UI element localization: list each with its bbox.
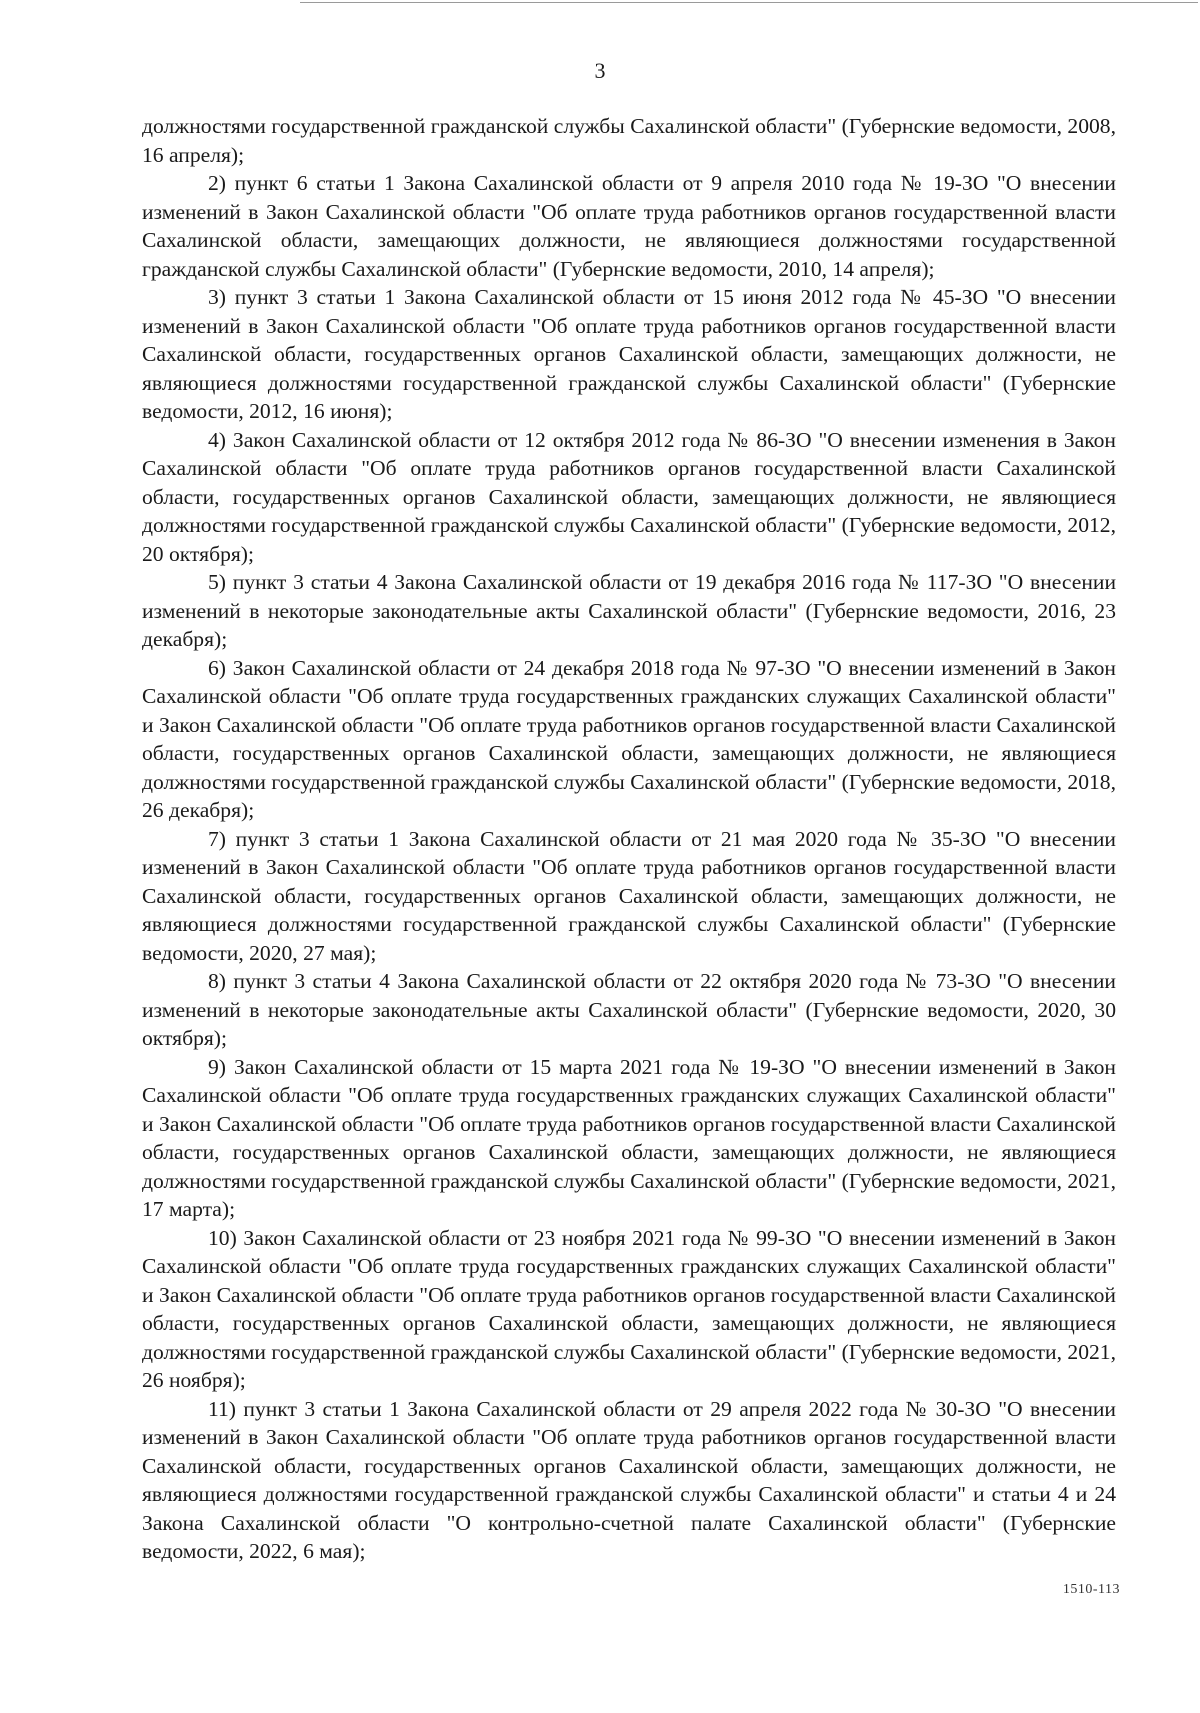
paragraph-item-2: 2) пункт 6 статьи 1 Закона Сахалинской области от 9 апреля 2010 года № 19-ЗО "О внесении изменений в Закон Сахалинской области "Об оплате труда работников органов государственной власти Сахалинской области, замещающих должности, не являющиеся должностями государственной гражданской службы Сахалинской области" (Губернские ведомости, 2010, 14 апреля); bbox=[142, 171, 1116, 281]
paragraph-item-5: 5) пункт 3 статьи 4 Закона Сахалинской области от 19 декабря 2016 года № 117-ЗО "О внесении изменений в некоторые законодательные акты Сахалинской области" (Губернские ведомости, 2016, 23 декабря); bbox=[142, 570, 1116, 651]
paragraph-continuation: должностями государственной гражданской службы Сахалинской области" (Губернские ведомости, 2008, 16 апреля); bbox=[142, 114, 1116, 167]
scan-edge-line bbox=[300, 2, 1198, 3]
document-body bbox=[142, 112, 1116, 1566]
document-code: 1510-113 bbox=[1062, 1582, 1120, 1597]
paragraph-item-6: 6) Закон Сахалинской области от 24 декабря 2018 года № 97-ЗО "О внесении изменений в Закон Сахалинской области "Об оплате труда государственных гражданских служащих Сахалинской области" и Закон Сахалинской области "Об оплате труда работников органов государственной власти Сахалинской области, государственных органов Сахалинской области, замещающих должности, не являющиеся должностями государственной гражданской службы Сахалинской области" (Губернские ведомости, 2018, 26 декабря); bbox=[142, 655, 1116, 822]
paragraph-item-9: 9) Закон Сахалинской области от 15 марта 2021 года № 19-ЗО "О внесении изменений в Закон Сахалинской области "Об оплате труда государственных гражданских служащих Сахалинской области" и Закон Сахалинской области "Об оплате труда работников органов государственной власти Сахалинской области, государственных органов Сахалинской области, замещающих должности, не являющиеся должностями государственной гражданской службы Сахалинской области" (Губернские ведомости, 2021, 17 марта); bbox=[142, 1054, 1116, 1221]
paragraph-item-3: 3) пункт 3 статьи 1 Закона Сахалинской области от 15 июня 2012 года № 45-ЗО "О внесении изменений в Закон Сахалинской области "Об оплате труда работников органов государственной власти Сахалинской области, государственных органов Сахалинской области, замещающих должности, не являющиеся должностями государственной гражданской службы Сахалинской области" (Губернские ведомости, 2012, 16 июня); bbox=[142, 285, 1116, 423]
paragraph-item-11: 11) пункт 3 статьи 1 Закона Сахалинской области от 29 апреля 2022 года № 30-ЗО "О внесении изменений в Закон Сахалинской области "Об оплате труда работников органов государственной власти Сахалинской области, государственных органов Сахалинской области, замещающих должности, не являющиеся должностями государственной гражданской службы Сахалинской области" и статьи 4 и 24 Закона Сахалинской области "О контрольно-счетной палате Сахалинской области" (Губернские ведомости, 2022, 6 мая); bbox=[142, 1396, 1116, 1563]
page-number: 3 bbox=[594, 58, 606, 83]
paragraph-item-10: 10) Закон Сахалинской области от 23 ноября 2021 года № 99-ЗО "О внесении изменений в Закон Сахалинской области "Об оплате труда государственных гражданских служащих Сахалинской области" и Закон Сахалинской области "Об оплате труда работников органов государственной власти Сахалинской области, государственных органов Сахалинской области, замещающих должности, не являющиеся должностями государственной гражданской службы Сахалинской области" (Губернские ведомости, 2021, 26 ноября); bbox=[142, 1225, 1116, 1392]
paragraph-item-8: 8) пункт 3 статьи 4 Закона Сахалинской области от 22 октября 2020 года № 73-ЗО "О внесении изменений в некоторые законодательные акты Сахалинской области" (Губернские ведомости, 2020, 30 октября); bbox=[142, 969, 1116, 1050]
paragraph-item-7: 7) пункт 3 статьи 1 Закона Сахалинской области от 21 мая 2020 года № 35-ЗО "О внесении изменений в Закон Сахалинской области "Об оплате труда работников органов государственной власти Сахалинской области, государственных органов Сахалинской области, замещающих должности, не являющиеся должностями государственной гражданской службы Сахалинской области" (Губернские ведомости, 2020, 27 мая); bbox=[142, 826, 1116, 965]
paragraph-item-4: 4) Закон Сахалинской области от 12 октября 2012 года № 86-ЗО "О внесении изменения в Закон Сахалинской области "Об оплате труда работников органов государственной власти Сахалинской области, государственных органов Сахалинской области, замещающих должности, не являющиеся должностями государственной гражданской службы Сахалинской области" (Губернские ведомости, 2012, 20 октября); bbox=[142, 427, 1116, 566]
